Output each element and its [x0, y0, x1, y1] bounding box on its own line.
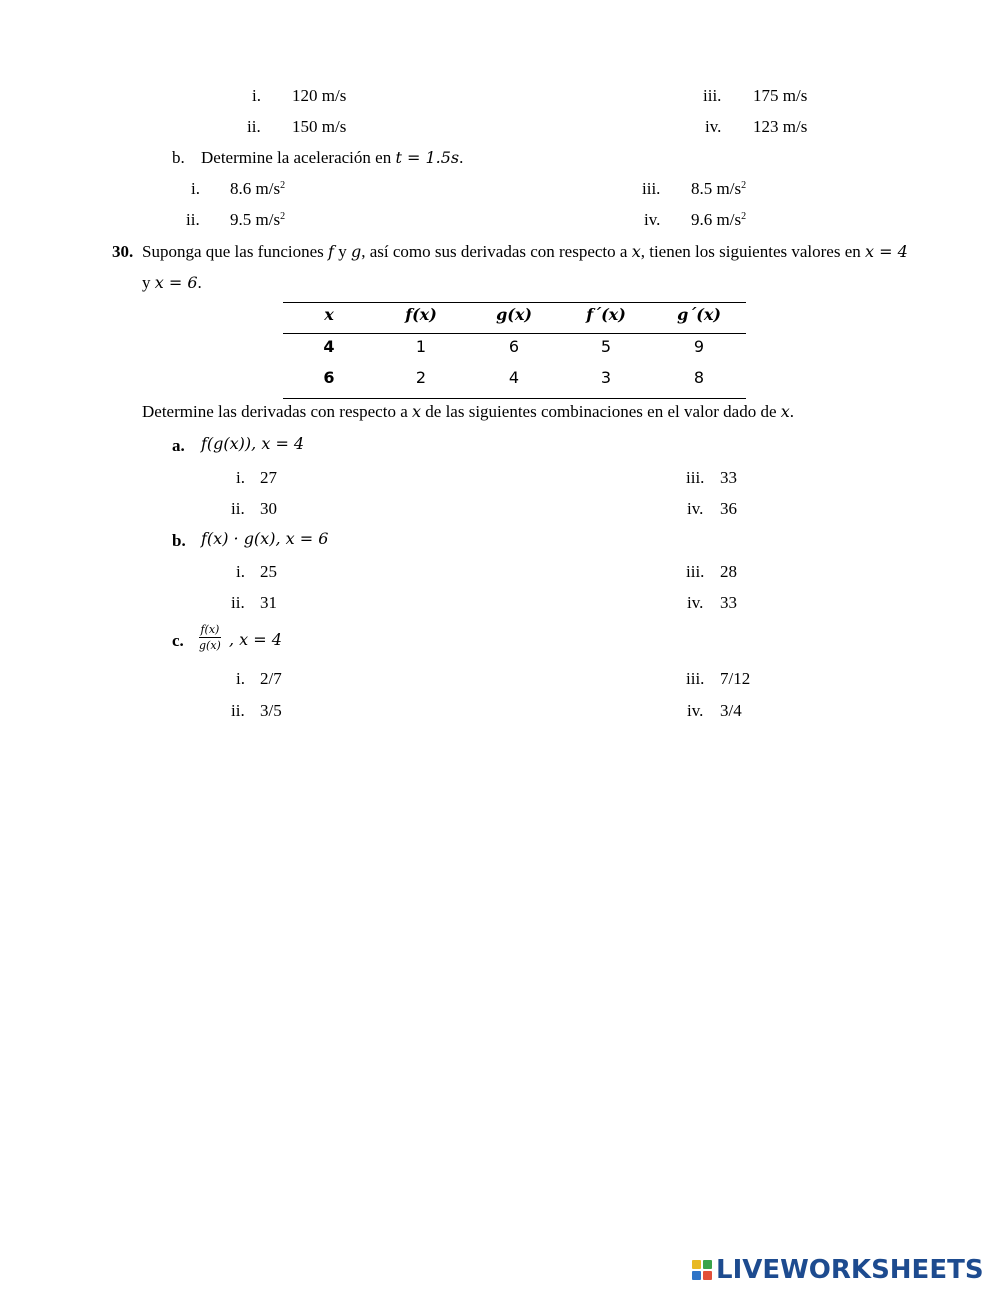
option-text: 27: [260, 468, 277, 487]
table-cell: 6: [508, 337, 520, 356]
math-x: x: [412, 402, 422, 421]
text: y: [142, 273, 151, 292]
instruction-text: [142, 403, 794, 420]
option-number: iii.: [703, 86, 722, 105]
option-text: 120 m/s: [292, 86, 347, 105]
option-value: 8.5 m/s: [691, 179, 742, 198]
math-x: x: [780, 402, 790, 421]
table-cell: 5: [600, 337, 612, 356]
fraction-numerator: f(x): [200, 623, 220, 636]
math-g: g: [350, 242, 362, 261]
math-expression: , x = 4: [229, 630, 282, 649]
logo-square: [703, 1260, 712, 1269]
option-number: ii.: [247, 117, 261, 136]
table-cell: 4: [508, 368, 520, 387]
option-text: 123 m/s: [753, 117, 808, 136]
exponent: 2: [741, 211, 747, 222]
option-value: 9.6 m/s: [691, 210, 742, 229]
logo-square: [692, 1271, 701, 1280]
text: .: [789, 402, 795, 421]
option-number: i.: [236, 669, 245, 688]
fraction-denominator: g(x): [199, 639, 221, 652]
question-text-line-2: [142, 274, 202, 291]
option-value: 8.6 m/s: [230, 179, 281, 198]
part-letter: b.: [172, 531, 186, 550]
table-cell: 9: [693, 337, 705, 356]
table-header-cell: x: [324, 305, 334, 324]
table-cell: 1: [415, 337, 427, 356]
math-f: f: [328, 242, 334, 261]
part-letter: b.: [172, 148, 185, 167]
option-text: 150 m/s: [292, 117, 347, 136]
option-number: iv.: [687, 701, 704, 720]
exponent: 2: [741, 180, 747, 191]
option-number: i.: [191, 179, 200, 198]
option-number: iii.: [686, 669, 705, 688]
part-letter: a.: [172, 436, 185, 455]
prompt-text: Determine la aceleración en: [201, 148, 392, 167]
text: de las siguientes combinaciones en el valor dado de: [425, 402, 777, 421]
option-text: 28: [720, 562, 737, 581]
table-header-cell: f´(x): [586, 305, 626, 324]
option-text: 33: [720, 593, 737, 612]
liveworksheets-logo[interactable]: [692, 1255, 984, 1285]
math-expression: f(g(x)), x = 4: [201, 434, 305, 453]
fraction: [199, 624, 221, 651]
table-cell: 2: [415, 368, 427, 387]
table-cell: 3: [600, 368, 612, 387]
table-cell: 6: [323, 368, 335, 387]
option-number: iii.: [686, 562, 705, 581]
option-number: iv.: [644, 210, 661, 229]
option-text: 33: [720, 468, 737, 487]
text: Suponga que las funciones: [142, 242, 324, 261]
option-number: iii.: [686, 468, 705, 487]
option-text: 36: [720, 499, 737, 518]
option-text: 7/12: [720, 669, 751, 688]
table-header-rule: [283, 333, 746, 334]
option-text: 25: [260, 562, 277, 581]
math-expression: t = 1.5s: [395, 148, 460, 167]
math-expression: x = 6: [154, 273, 198, 292]
text: .: [197, 273, 202, 292]
option-number: ii.: [231, 499, 245, 518]
option-text: 2/7: [260, 669, 282, 688]
option-number: ii.: [186, 210, 200, 229]
table-header-cell: g(x): [496, 305, 532, 324]
text: y: [338, 242, 347, 261]
text: , así como sus derivadas con respecto a: [361, 242, 628, 261]
math-expression: f(x) · g(x), x = 6: [201, 529, 329, 548]
question-text-line-1: [142, 243, 908, 260]
table-cell: 4: [323, 337, 335, 356]
option-text: [691, 211, 746, 228]
option-text: 3/5: [260, 701, 282, 720]
option-number: i.: [236, 562, 245, 581]
option-text: 31: [260, 593, 277, 612]
part-prompt: [201, 149, 463, 166]
logo-square: [692, 1260, 701, 1269]
option-number: ii.: [231, 701, 245, 720]
option-number: iv.: [687, 593, 704, 612]
logo-text: LIVEWORKSHEETS: [716, 1255, 984, 1285]
option-number: i.: [236, 468, 245, 487]
text: Determine las derivadas con respecto a: [142, 402, 408, 421]
table-header-cell: f(x): [405, 305, 437, 324]
option-number: ii.: [231, 593, 245, 612]
table-cell: 8: [693, 368, 705, 387]
option-text: 3/4: [720, 701, 742, 720]
option-text: [230, 180, 285, 197]
option-text: [230, 211, 285, 228]
table-bottom-rule: [283, 398, 746, 399]
liveworksheets-grid-icon: [692, 1260, 712, 1280]
part-letter: c.: [172, 631, 184, 650]
exponent: 2: [280, 211, 286, 222]
option-value: 9.5 m/s: [230, 210, 281, 229]
question-number: 30.: [112, 242, 134, 261]
text: , tienen los siguientes valores en: [640, 242, 861, 261]
option-number: i.: [252, 86, 261, 105]
table-header-cell: g´(x): [677, 305, 721, 324]
option-text: 175 m/s: [753, 86, 808, 105]
math-x: x: [631, 242, 641, 261]
table-top-rule: [283, 302, 746, 303]
option-text: 30: [260, 499, 277, 518]
option-text: [691, 180, 746, 197]
option-number: iii.: [642, 179, 661, 198]
logo-square: [703, 1271, 712, 1280]
exponent: 2: [280, 180, 286, 191]
option-number: iv.: [687, 499, 704, 518]
math-expression: x = 4: [865, 242, 908, 261]
prompt-period: .: [459, 148, 464, 167]
option-number: iv.: [705, 117, 722, 136]
